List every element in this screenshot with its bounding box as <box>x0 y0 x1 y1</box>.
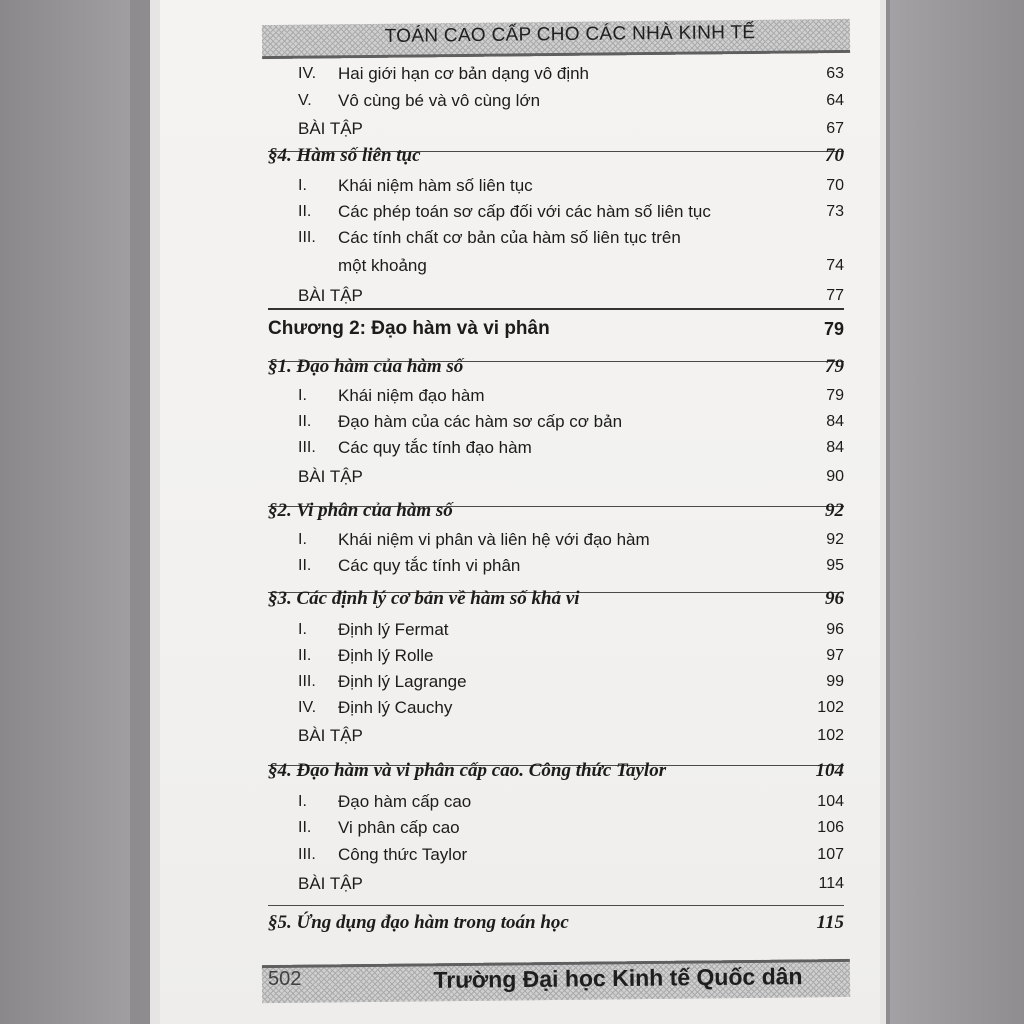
toc-page-number: 96 <box>825 588 844 609</box>
toc-page-number: 99 <box>826 673 844 690</box>
toc-page-number: 97 <box>826 647 844 664</box>
toc-roman-numeral: II. <box>298 203 312 220</box>
toc-entry-title: §3. Các định lý cơ bản về hàm số khả vi <box>268 588 580 609</box>
toc-item <box>268 670 844 696</box>
toc-entry-title: BÀI TẬP <box>298 467 363 486</box>
toc-exercise <box>268 724 844 750</box>
toc-exercise <box>268 872 844 898</box>
toc-roman-numeral: IV. <box>298 699 317 716</box>
toc-entry-title: BÀI TẬP <box>298 119 363 138</box>
toc-page-number: 96 <box>826 621 844 638</box>
toc-item <box>268 226 844 252</box>
toc-page-number: 74 <box>826 257 844 274</box>
toc-page-number: 84 <box>826 413 844 430</box>
toc-page-number: 64 <box>826 92 844 109</box>
toc-entry-title: Vi phân cấp cao <box>338 818 460 837</box>
toc-item <box>268 436 844 462</box>
toc-section <box>268 760 844 786</box>
toc-page-number: 84 <box>826 439 844 456</box>
toc-page-number: 92 <box>825 500 844 521</box>
toc-item <box>268 816 844 842</box>
toc-entry-title: BÀI TẬP <box>298 286 363 305</box>
toc-page-number: 79 <box>826 387 844 404</box>
toc-page-number: 67 <box>826 120 844 137</box>
toc-roman-numeral: IV. <box>298 65 317 82</box>
toc-roman-numeral: II. <box>298 413 312 430</box>
toc-entry-title: Các quy tắc tính vi phân <box>338 556 521 575</box>
toc-entry-title: §2. Vi phân của hàm số <box>268 500 453 521</box>
toc-page-number: 102 <box>817 727 844 744</box>
toc-page-number: 63 <box>826 65 844 82</box>
toc-entry-title: Khái niệm vi phân và liên hệ với đạo hàm <box>338 530 650 549</box>
toc-item <box>268 618 844 644</box>
toc-entry-title: BÀI TẬP <box>298 726 363 745</box>
toc-item <box>268 174 844 200</box>
background-right <box>890 0 1024 1024</box>
toc-roman-numeral: II. <box>298 647 312 664</box>
toc-roman-numeral: III. <box>298 673 316 690</box>
toc-page-number: 104 <box>817 793 844 810</box>
toc-entry-title: §5. Ứng dụng đạo hàm trong toán học <box>268 912 569 933</box>
toc-entry-title: Hai giới hạn cơ bản dạng vô định <box>338 64 590 83</box>
toc-page-number: 107 <box>817 846 844 863</box>
toc-roman-numeral: III. <box>298 846 316 863</box>
toc-item <box>268 200 844 226</box>
toc-entry-title: §4. Hàm số liên tục <box>268 145 421 166</box>
toc-section <box>268 588 844 614</box>
toc-cont <box>268 254 844 280</box>
toc-roman-numeral: III. <box>298 439 316 456</box>
toc-entry-title: Chương 2: Đạo hàm và vi phân <box>268 318 550 339</box>
toc-item <box>268 696 844 722</box>
toc-page-number: 79 <box>823 319 844 339</box>
book-page <box>160 0 880 1024</box>
toc-entry-title: §4. Đạo hàm và vi phân cấp cao. Công thức Taylor <box>268 760 667 781</box>
toc-exercise <box>268 284 844 310</box>
toc-entry-title: Khái niệm hàm số liên tục <box>338 176 533 195</box>
toc-entry-title: Khái niệm đạo hàm <box>338 386 485 405</box>
toc-page-number: 115 <box>816 912 844 933</box>
toc-entry-title: §1. Đạo hàm của hàm số <box>268 356 464 377</box>
toc-page-number: 70 <box>825 145 844 166</box>
toc-page-number: 114 <box>818 875 844 892</box>
toc-entry-title: Định lý Cauchy <box>338 698 453 717</box>
toc-item <box>268 410 844 436</box>
toc-entry-title: Vô cùng bé và vô cùng lớn <box>338 91 541 110</box>
toc-entry-title: Công thức Taylor <box>338 845 468 864</box>
toc-item <box>268 89 844 115</box>
toc-entry-title: Các quy tắc tính đạo hàm <box>338 438 532 457</box>
toc-page-number: 73 <box>826 203 844 220</box>
toc-page-number: 79 <box>825 356 844 377</box>
toc-roman-numeral: I. <box>298 793 307 810</box>
toc-page-number: 90 <box>826 468 844 485</box>
toc-item <box>268 843 844 869</box>
toc-item <box>268 384 844 410</box>
toc-item <box>268 554 844 580</box>
toc-entry-title: Đạo hàm của các hàm sơ cấp cơ bản <box>338 412 623 431</box>
toc-roman-numeral: I. <box>298 621 307 638</box>
toc-page-number: 104 <box>815 760 844 781</box>
toc-roman-numeral: II. <box>298 819 312 836</box>
toc-entry-title: Các tính chất cơ bản của hàm số liên tục trên <box>338 228 681 247</box>
toc-entry-title: Đạo hàm cấp cao <box>338 792 472 811</box>
toc-section <box>268 500 844 526</box>
section-divider <box>268 905 844 906</box>
toc-item <box>268 62 844 88</box>
publisher-name: Trường Đại học Kinh tế Quốc dân <box>433 963 803 993</box>
toc-page-number: 70 <box>826 177 844 194</box>
toc-section <box>268 356 844 382</box>
toc-item <box>268 790 844 816</box>
toc-roman-numeral: III. <box>298 229 316 246</box>
toc-section <box>268 145 844 171</box>
toc-page-number: 95 <box>826 557 844 574</box>
toc-item <box>268 528 844 554</box>
toc-page-number: 92 <box>826 531 844 548</box>
toc-exercise <box>268 465 844 491</box>
toc-chapter <box>268 318 844 344</box>
toc-roman-numeral: V. <box>298 92 312 109</box>
toc-entry-title: Các phép toán sơ cấp đối với các hàm số liên tục <box>338 202 711 221</box>
toc-entry-title: BÀI TẬP <box>298 874 363 893</box>
book-title: TOÁN CAO CẤP CHO CÁC NHÀ KINH TẾ <box>384 22 756 47</box>
toc-entry-title: Định lý Lagrange <box>338 672 467 691</box>
toc-item <box>268 644 844 670</box>
page-number: 502 <box>268 968 302 990</box>
toc-roman-numeral: I. <box>298 177 307 194</box>
toc-page-number: 102 <box>817 699 844 716</box>
toc-exercise <box>268 117 844 143</box>
toc-section <box>268 912 844 938</box>
toc-entry-title: Định lý Fermat <box>338 620 449 639</box>
toc-roman-numeral: II. <box>298 557 312 574</box>
toc-roman-numeral: I. <box>298 387 307 404</box>
toc-page-number: 106 <box>817 819 844 836</box>
background-left <box>0 0 130 1024</box>
toc-entry-title: một khoảng <box>338 256 427 275</box>
toc-entry-title: Định lý Rolle <box>338 646 434 665</box>
toc-page-number: 77 <box>826 287 844 304</box>
toc-roman-numeral: I. <box>298 531 307 548</box>
